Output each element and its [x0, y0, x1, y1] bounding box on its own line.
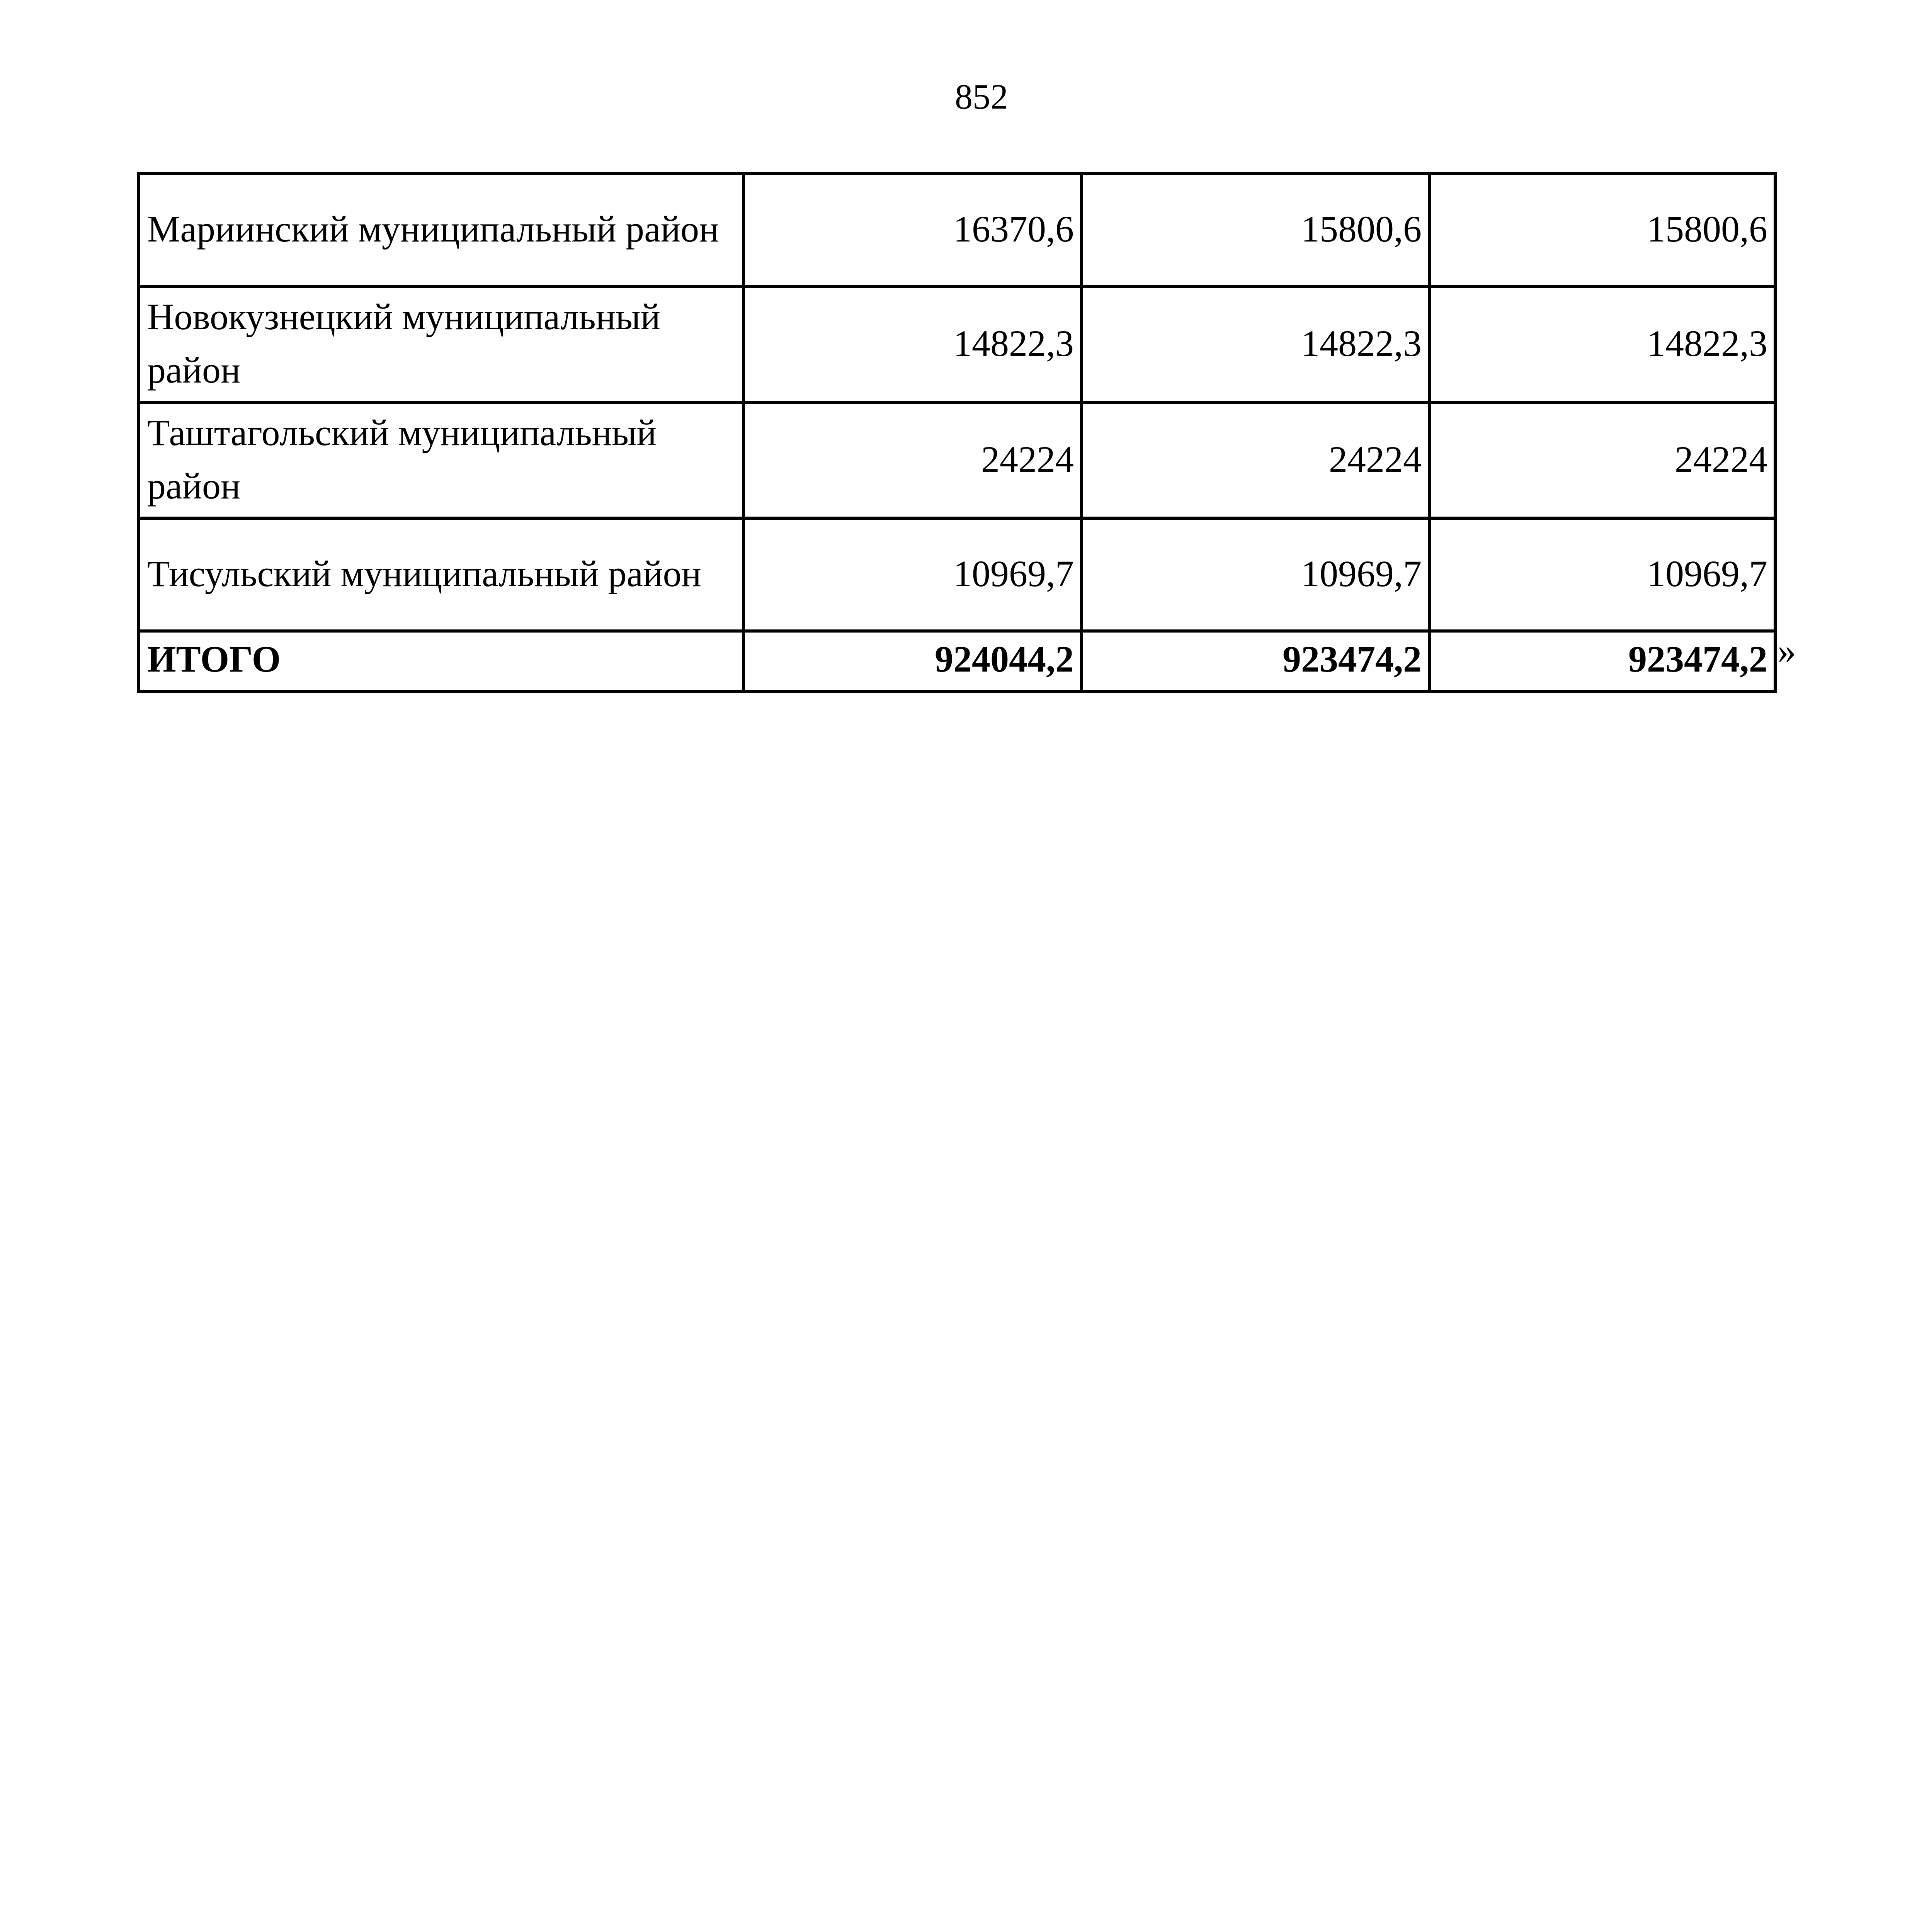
- value-cell: 24224: [1082, 402, 1429, 518]
- value-cell: 10969,7: [743, 518, 1082, 631]
- table-row: [139, 286, 1775, 402]
- total-value-cell: 923474,2: [1429, 631, 1775, 691]
- table-row: [139, 173, 1775, 286]
- closing-quote: »: [1778, 630, 1796, 671]
- value-cell: 14822,3: [1082, 286, 1429, 402]
- total-value-cell: 924044,2: [743, 631, 1082, 691]
- value-cell: 24224: [1429, 402, 1775, 518]
- district-name-cell: Новокузнецкий муниципальный район: [139, 286, 743, 402]
- district-name-cell: Тисульский муниципальный район: [139, 518, 743, 631]
- value-cell: 10969,7: [1082, 518, 1429, 631]
- budget-table: [137, 172, 1777, 693]
- total-row: [139, 631, 1775, 691]
- value-cell: 24224: [743, 402, 1082, 518]
- budget-table-container: [137, 172, 1777, 693]
- total-value-cell: 923474,2: [1082, 631, 1429, 691]
- district-name-cell: Мариинский муниципальный район: [139, 173, 743, 286]
- value-cell: 14822,3: [743, 286, 1082, 402]
- district-name-cell: Таштагольский муниципальный район: [139, 402, 743, 518]
- value-cell: 15800,6: [1429, 173, 1775, 286]
- page-number: 852: [955, 77, 1008, 116]
- table-row: [139, 402, 1775, 518]
- value-cell: 10969,7: [1429, 518, 1775, 631]
- value-cell: 15800,6: [1082, 173, 1429, 286]
- value-cell: 14822,3: [1429, 286, 1775, 402]
- table-row: [139, 518, 1775, 631]
- total-label-cell: ИТОГО: [139, 631, 743, 691]
- value-cell: 16370,6: [743, 173, 1082, 286]
